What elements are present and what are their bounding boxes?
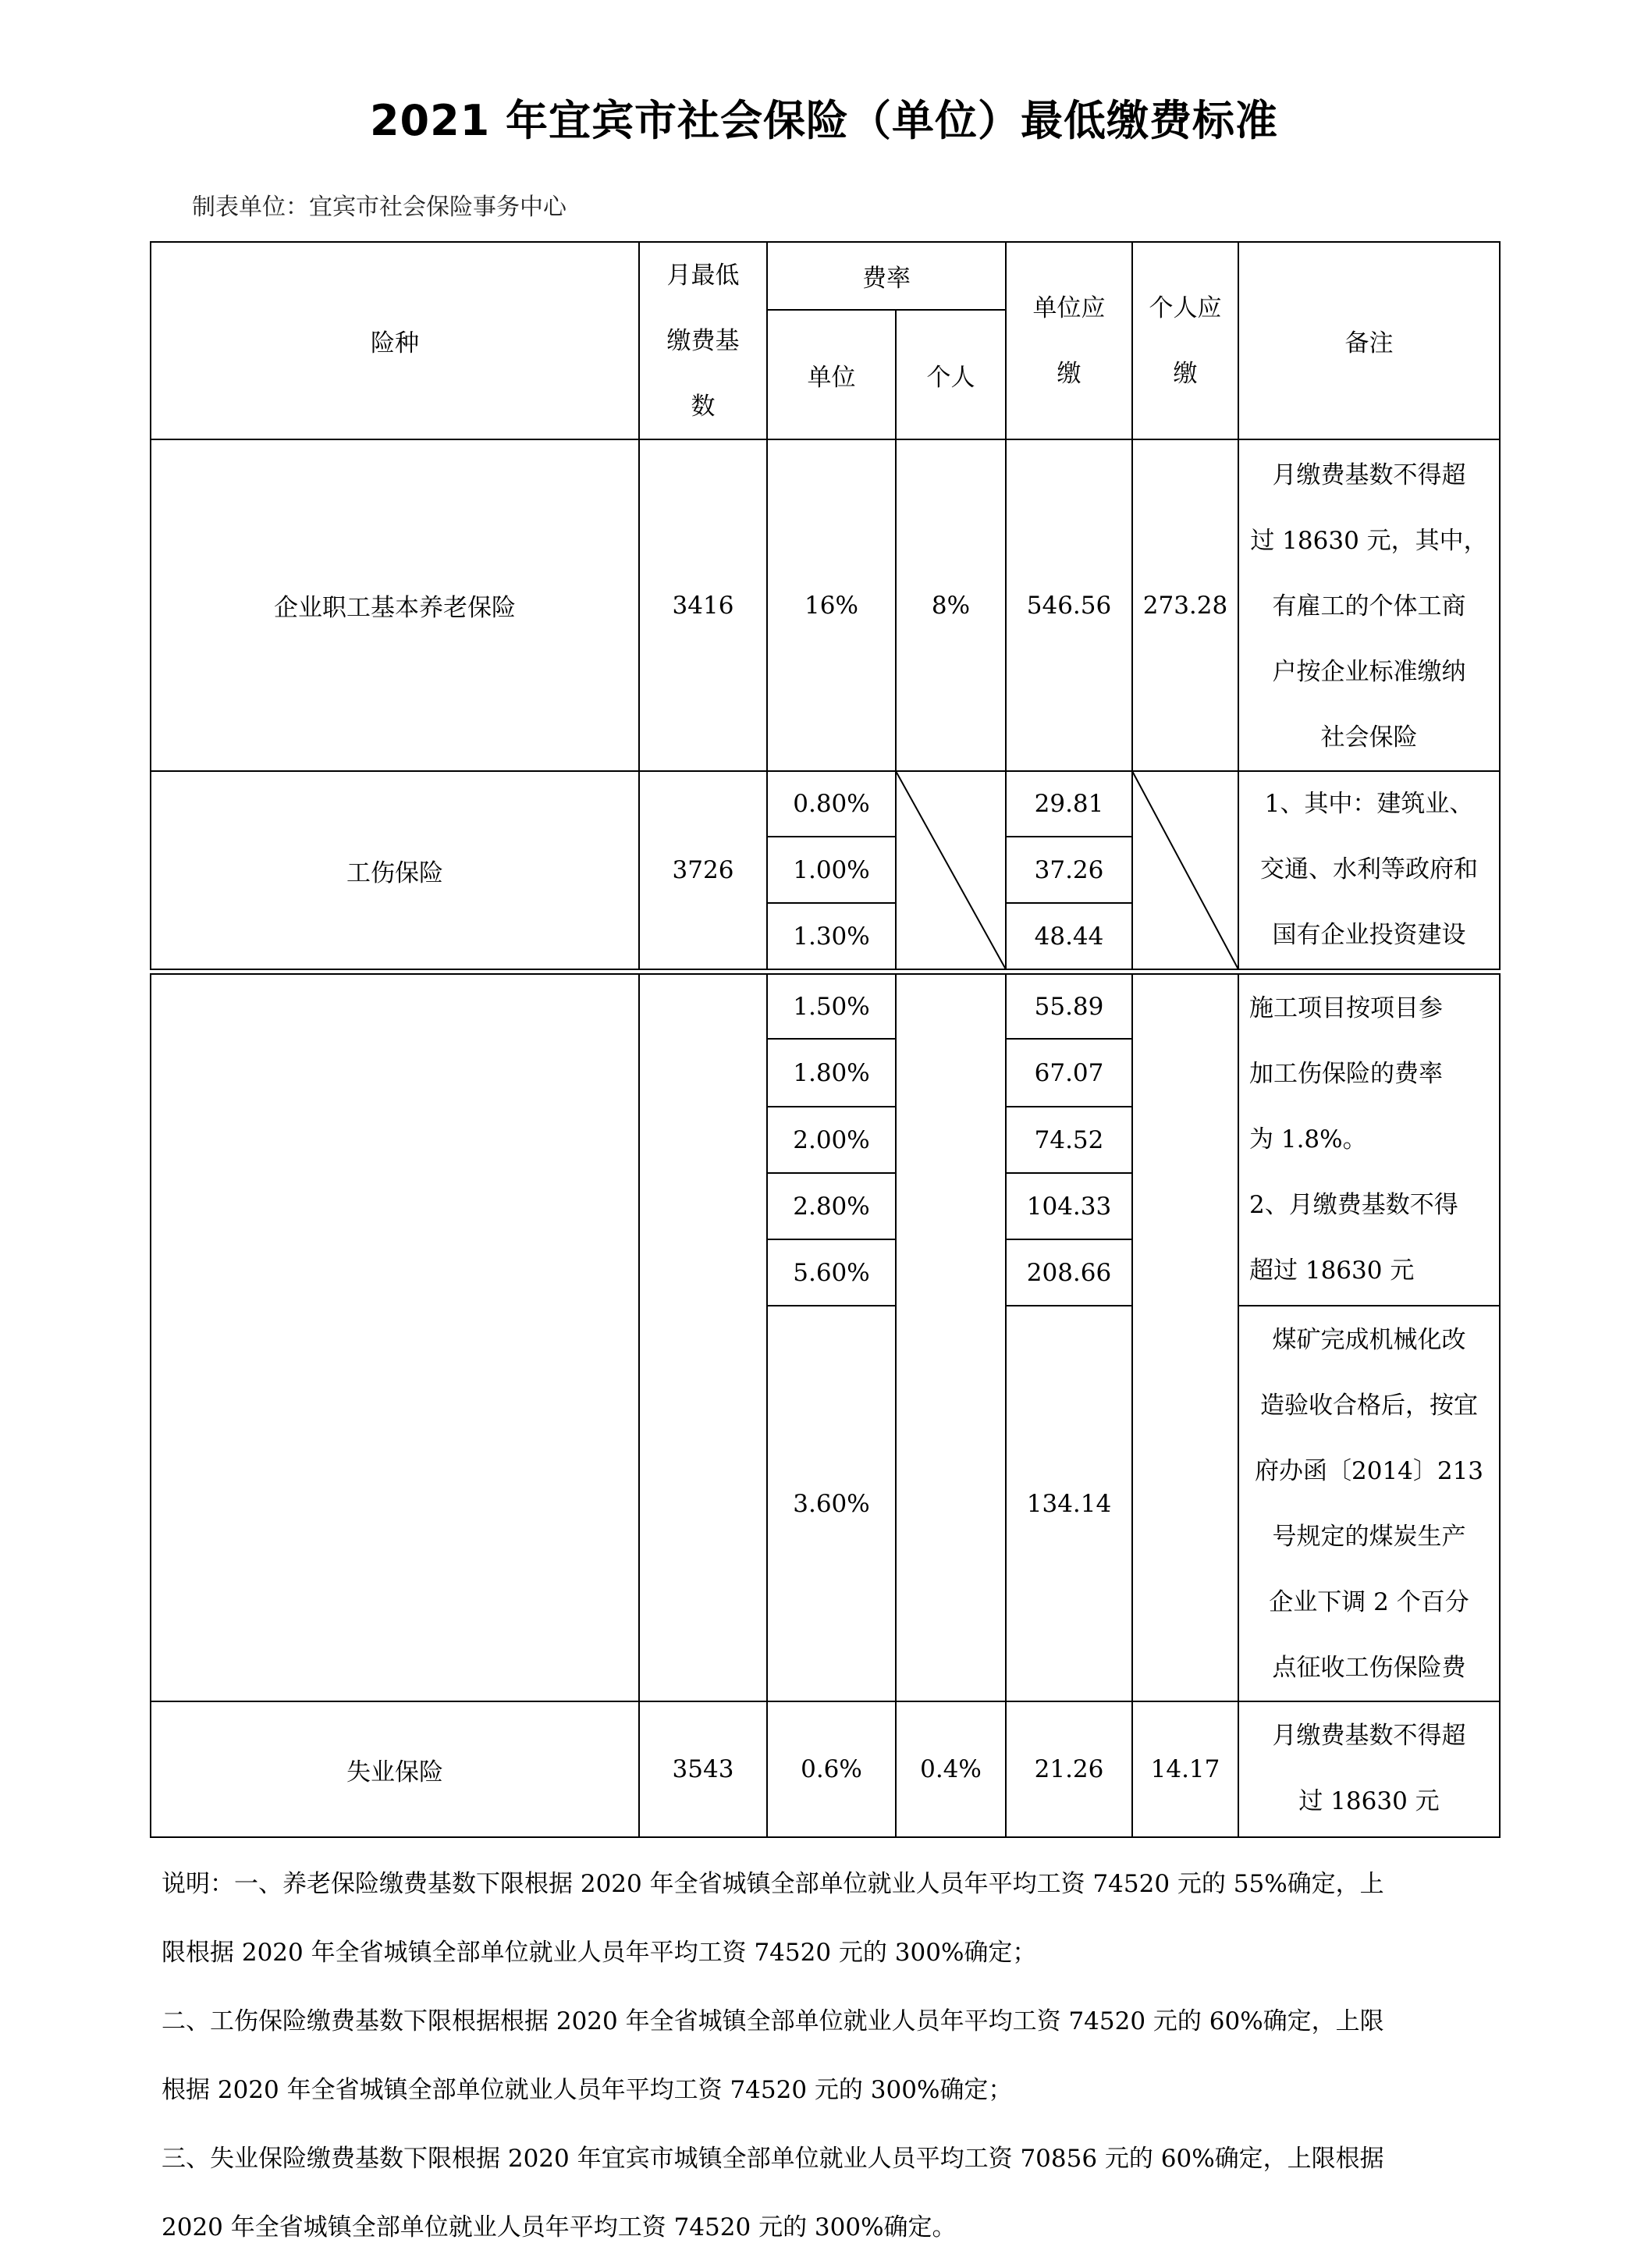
unemployment-base: 3543 xyxy=(672,1755,734,1783)
notes xyxy=(162,1850,1493,2262)
header-unit-pay-line1: 单位应 xyxy=(1032,293,1106,322)
injury-pay: 74.52 xyxy=(1034,1125,1104,1154)
pension-remark-line: 有雇工的个体工商 xyxy=(1272,592,1466,620)
injury-rate: 0.80% xyxy=(793,790,870,818)
injury-remark-line: 造验收合格后，按宜 xyxy=(1260,1392,1478,1420)
pension-unit-pay: 546.56 xyxy=(1026,591,1112,620)
injury-remark-line: 1、其中：建筑业、 xyxy=(1264,790,1474,818)
injury-remark-3 xyxy=(1238,1307,1500,1701)
note-line: 说明：一、养老保险缴费基数下限根据 2020 年全省城镇全部单位就业人员年平均工资 74520 元的 55%确定，上 xyxy=(162,1870,1384,1898)
note-line: 2020 年全省城镇全部单位就业人员年平均工资 74520 元的 300%确定。 xyxy=(162,2213,957,2241)
unemployment-rate-unit: 0.6% xyxy=(801,1755,862,1783)
injury-rate: 5.60% xyxy=(793,1258,870,1287)
pension-base: 3416 xyxy=(672,591,734,620)
injury-remark-line: 加工伤保险的费率 xyxy=(1249,1060,1443,1088)
header-rate-unit: 单位 xyxy=(807,363,856,392)
injury-remark-line: 施工项目按项目参 xyxy=(1249,994,1443,1022)
injury-remark-line: 国有企业投资建设 xyxy=(1272,921,1466,949)
pension-remark-line: 户按企业标准缴纳 xyxy=(1272,658,1466,686)
injury-rate: 2.00% xyxy=(793,1125,870,1154)
unemployment-name: 失业保险 xyxy=(346,1758,443,1786)
header-person-pay-line2: 缴 xyxy=(1173,359,1198,388)
injury-rate: 1.80% xyxy=(793,1058,870,1087)
injury-rate: 1.30% xyxy=(793,922,870,951)
header-base-line1: 月最低 xyxy=(666,261,740,290)
header-rate-person: 个人 xyxy=(926,363,975,392)
injury-remark-line: 2、月缴费基数不得 xyxy=(1249,1191,1458,1219)
note-line: 二、工伤保险缴费基数下限根据根据 2020 年全省城镇全部单位就业人员年平均工资 74520 元的 60%确定，上限 xyxy=(162,2007,1384,2035)
injury-pay: 29.81 xyxy=(1034,790,1104,818)
pension-remark xyxy=(1238,443,1500,770)
unemployment-rate-person: 0.4% xyxy=(920,1755,982,1783)
injury-remark-line: 企业下调 2 个百分 xyxy=(1269,1588,1469,1616)
header-unit-pay-line2: 缴 xyxy=(1057,359,1082,388)
injury-rate: 2.80% xyxy=(793,1192,870,1221)
pension-rate-unit: 16% xyxy=(804,591,858,620)
note-line: 根据 2020 年全省城镇全部单位就业人员年平均工资 74520 元的 300%确定； xyxy=(162,2076,1013,2104)
note-line: 限根据 2020 年全省城镇全部单位就业人员年平均工资 74520 元的 300%确定； xyxy=(162,1939,1037,1967)
note-line: 三、失业保险缴费基数下限根据 2020 年宜宾市城镇全部单位就业人员平均工资 70856 元的 60%确定，上限根据 xyxy=(162,2145,1384,2173)
unemployment-remark xyxy=(1238,1703,1500,1834)
injury-rate: 3.60% xyxy=(793,1489,870,1518)
injury-rate: 1.50% xyxy=(793,992,870,1021)
injury-rate: 1.00% xyxy=(793,855,870,884)
injury-pay: 67.07 xyxy=(1034,1058,1104,1087)
injury-remark-line: 府办函〔2014〕213 xyxy=(1254,1457,1484,1485)
injury-remark-1 xyxy=(1238,771,1500,968)
header-base-line2: 缴费基 xyxy=(666,326,740,355)
injury-remark-line: 交通、水利等政府和 xyxy=(1260,855,1478,883)
injury-base: 3726 xyxy=(672,856,734,884)
header-insurance: 险种 xyxy=(371,329,419,357)
unemployment-person-pay: 14.17 xyxy=(1150,1755,1220,1783)
header-rate: 费率 xyxy=(862,265,911,293)
injury-remark-line: 为 1.8%。 xyxy=(1249,1125,1367,1154)
pension-remark-line: 过 18630 元，其中， xyxy=(1250,527,1488,555)
injury-remark-line: 超过 18630 元 xyxy=(1249,1257,1415,1285)
pension-remark-line: 月缴费基数不得超 xyxy=(1272,461,1466,489)
unemployment-remark-line: 过 18630 元 xyxy=(1298,1787,1440,1815)
injury-remark-line: 号规定的煤炭生产 xyxy=(1272,1523,1466,1551)
injury-pay: 134.14 xyxy=(1026,1489,1112,1518)
header-remark: 备注 xyxy=(1344,329,1394,357)
injury-remark-2 xyxy=(1238,976,1500,1303)
header-base xyxy=(639,242,767,439)
injury-name: 工伤保险 xyxy=(346,858,443,887)
header-person-pay xyxy=(1132,242,1238,439)
injury-pay: 208.66 xyxy=(1026,1258,1112,1287)
injury-pay: 55.89 xyxy=(1034,992,1104,1021)
injury-remark-line: 点征收工伤保险费 xyxy=(1272,1654,1466,1682)
pension-rate-person: 8% xyxy=(931,591,971,620)
pension-name: 企业职工基本养老保险 xyxy=(274,594,516,622)
unemployment-unit-pay: 21.26 xyxy=(1034,1755,1104,1783)
page-title: 2021 年宜宾市社会保险（单位）最低缴费标准 xyxy=(369,96,1279,145)
header-unit-pay xyxy=(1006,242,1132,439)
injury-pay: 48.44 xyxy=(1034,922,1104,951)
maker-label: 制表单位：宜宾市社会保险事务中心 xyxy=(192,194,566,221)
injury-remark-line: 煤矿完成机械化改 xyxy=(1272,1326,1466,1354)
header-base-line3: 数 xyxy=(691,392,716,421)
injury-pay: 104.33 xyxy=(1026,1192,1112,1221)
unemployment-remark-line: 月缴费基数不得超 xyxy=(1272,1722,1466,1750)
injury-pay: 37.26 xyxy=(1034,855,1104,884)
header-person-pay-line1: 个人应 xyxy=(1149,293,1222,322)
pension-remark-line: 社会保险 xyxy=(1320,723,1418,752)
pension-person-pay: 273.28 xyxy=(1142,591,1228,620)
